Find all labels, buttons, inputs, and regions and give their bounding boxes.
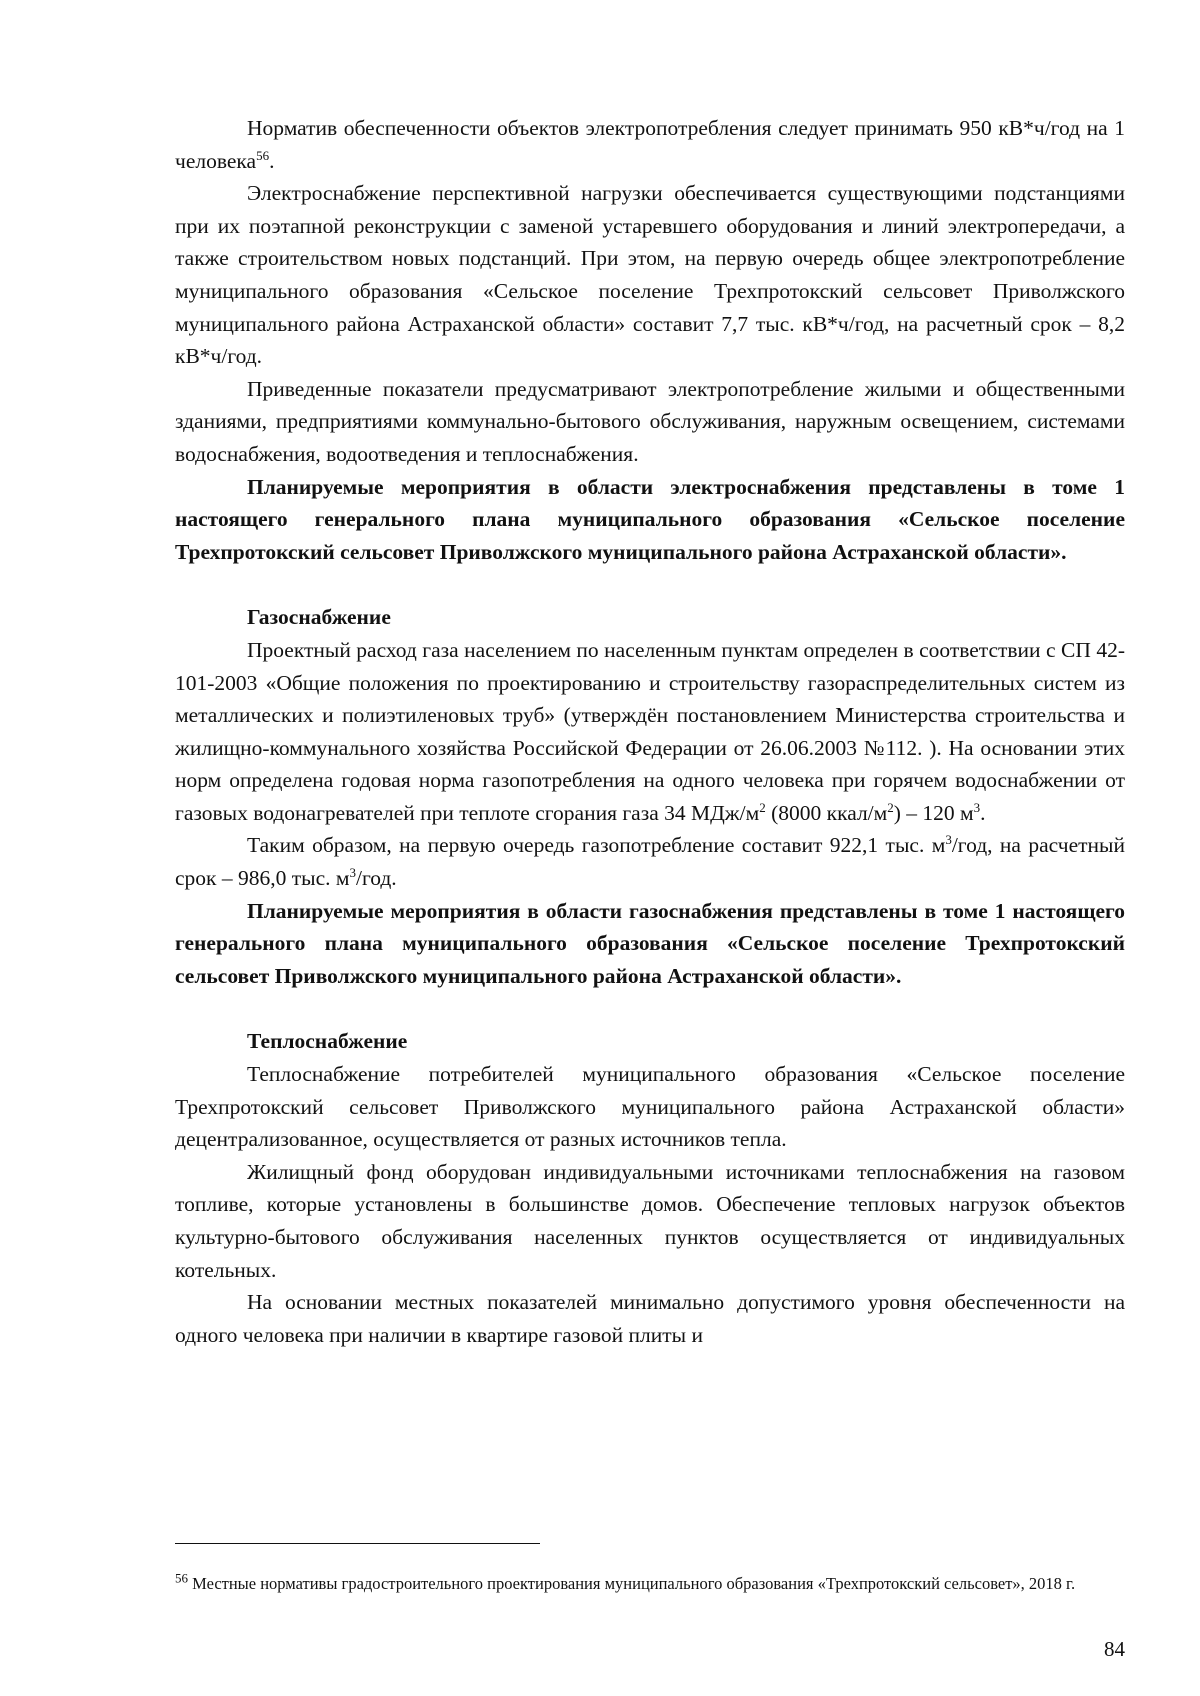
- paragraph-heat-indicators: На основании местных показателей минимально допустимого уровня обеспеченности на одного человека при наличии в квартире газовой плиты и: [175, 1290, 1125, 1347]
- paragraph-text: .: [269, 148, 275, 173]
- superscript: 3: [349, 864, 356, 880]
- paragraph-text: Проектный расход газа населением по населенным пунктам определен в соответствии с СП 42-101-2003 «Общие положения по проектированию и строительству газораспределительных систем из металлических и полиэтиленовых труб» (утверждён постановлением Министерства строительства и жилищно-коммунального хозяйства Российской Федерации от 26.06.2003 №112. ). На основании этих норм определена годовая норма газопотребления на одного человека при горячем водоснабжении от газовых водонагревателей при теплоте сгорания газа 34 МДж/м: [175, 637, 1125, 825]
- paragraph-text: Норматив обеспеченности объектов электропотребления следует принимать 950 кВ*ч/год на 1 человека: [175, 116, 1125, 173]
- footnote-text: Местные нормативы градостроительного проектирования муниципального образования «Трехпротокский сельсовет», 2018 г.: [188, 1573, 1076, 1593]
- paragraph-gas-measures: Планируемые мероприятия в области газоснабжения представлены в томе 1 настоящего генерального плана муниципального образования «Сельское поселение Трехпротокский сельсовет Приволжского муниципального района Астраханской области».: [175, 898, 1125, 988]
- page-body: [175, 112, 1125, 1351]
- paragraph-electricity-norm: [175, 112, 1125, 177]
- paragraph-text: /год, на расчетный срок – 986,0 тыс. м: [175, 833, 1125, 891]
- superscript: 2: [887, 799, 894, 815]
- section-heading-gas: Газоснабжение: [247, 605, 391, 630]
- footnote-reference[interactable]: 56: [256, 147, 270, 163]
- paragraph-text: .: [980, 800, 986, 825]
- spacer: [175, 992, 1125, 1025]
- superscript: 3: [973, 799, 981, 815]
- paragraph-text: ) – 120 м: [893, 800, 974, 825]
- paragraph-electricity-measures: Планируемые мероприятия в области электроснабжения представлены в томе 1 настоящего генерального плана муниципального образования «Сельское поселение Трехпротокский сельсовет Приволжского муниципального района Астраханской области».: [175, 474, 1125, 564]
- paragraph-gas-consumption: [175, 634, 1125, 830]
- paragraph-heat-supply: Теплоснабжение потребителей муниципального образования «Сельское поселение Трехпротокский сельсовет Приволжского муниципального района Астраханской области» децентрализованное, осуществляется от разных источников тепла.: [175, 1062, 1125, 1152]
- footnote-mark: 56: [175, 1570, 188, 1585]
- spacer: [175, 568, 1125, 601]
- superscript: 2: [759, 799, 766, 815]
- paragraph-text: /год.: [355, 866, 397, 891]
- paragraph-text: (8000 ккал/м: [765, 800, 888, 825]
- superscript: 3: [945, 832, 952, 848]
- footnote-divider: [175, 1543, 540, 1544]
- paragraph-heat-housing: Жилищный фонд оборудован индивидуальными источниками теплоснабжения на газовом топливе, которые установлены в большинстве домов. Обеспечение тепловых нагрузок объектов культурно-бытового обслуживания населенных пунктов осуществляется от индивидуальных котельных.: [175, 1159, 1125, 1282]
- paragraph-gas-totals: [175, 829, 1125, 894]
- paragraph-electricity-indicators: Приведенные показатели предусматривают электропотребление жилыми и общественными зданиями, предприятиями коммунально-бытового обслуживания, наружным освещением, системами водоснабжения, водоотведения и теплоснабжения.: [175, 376, 1125, 466]
- footnote: [175, 1572, 1125, 1596]
- paragraph-electricity-supply: Электроснабжение перспективной нагрузки обеспечивается существующими подстанциями при их поэтапной реконструкции с заменой устаревшего оборудования и линий электропередачи, а также строительством новых подстанций. При этом, на первую очередь общее электропотребление муниципального образования «Сельское поселение Трехпротокский сельсовет Приволжского муниципального района Астраханской области» составит 7,7 тыс. кВ*ч/год, на расчетный срок – 8,2 кВ*ч/год.: [175, 181, 1125, 369]
- section-heading-heat: Теплоснабжение: [247, 1029, 408, 1054]
- page-number: 84: [1104, 1637, 1125, 1661]
- paragraph-text: Таким образом, на первую очередь газопотребление составит 922,1 тыс. м: [247, 833, 946, 858]
